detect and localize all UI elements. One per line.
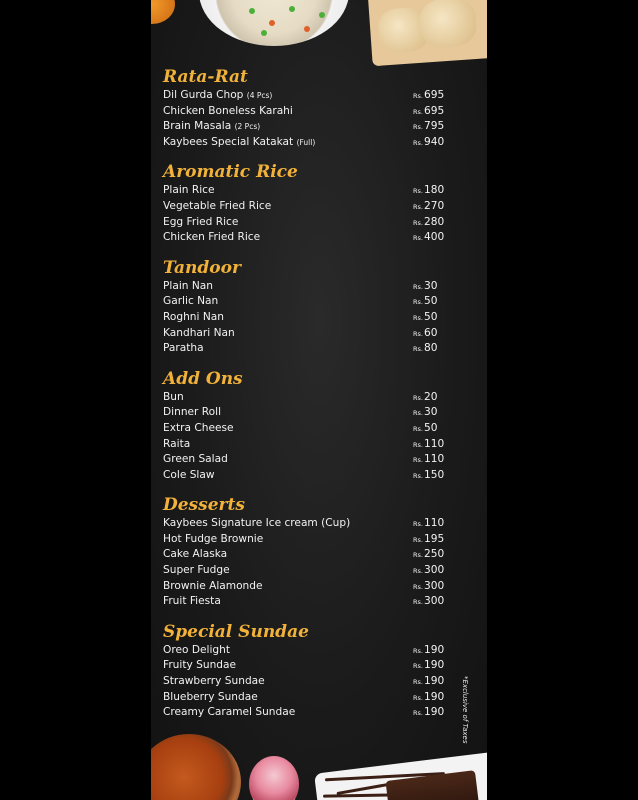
menu-item (163, 215, 463, 231)
item-name (163, 88, 272, 104)
item-price (413, 104, 463, 121)
item-name-text: Chicken Fried Rice (163, 231, 261, 244)
price-value: 190 (423, 643, 445, 656)
price-value: 270 (423, 199, 445, 212)
currency-label: Rs. (413, 107, 423, 116)
item-price (413, 705, 463, 722)
menu-item (163, 658, 463, 674)
item-name (163, 310, 224, 326)
item-name-text: Plain Rice (163, 184, 215, 197)
item-name-text: Dil Gurda Chop (163, 89, 244, 101)
menu-item (163, 452, 463, 468)
currency-label: Rs. (413, 471, 423, 480)
taxes-note: *Exclusive of Taxes (461, 676, 469, 744)
item-name-text: Kandhari Nan (163, 326, 235, 339)
item-name (163, 468, 215, 484)
item-price (413, 119, 463, 136)
item-price (413, 532, 463, 549)
item-name (163, 658, 236, 674)
item-name (163, 516, 350, 532)
currency-label: Rs. (413, 440, 423, 449)
currency-label: Rs. (413, 582, 423, 591)
item-price (413, 183, 463, 200)
menu-section (163, 161, 463, 245)
currency-label: Rs. (413, 424, 423, 433)
price-value: 50 (423, 310, 438, 323)
price-value: 30 (423, 406, 438, 419)
item-name (163, 643, 230, 659)
menu-item (163, 326, 463, 342)
price-value: 300 (423, 564, 445, 577)
currency-label: Rs. (413, 520, 423, 529)
item-price (413, 643, 463, 660)
menu-list (163, 66, 463, 721)
price-value: 110 (423, 517, 445, 530)
item-price (413, 199, 463, 216)
currency-label: Rs. (413, 551, 423, 560)
item-price (413, 88, 463, 105)
item-price (413, 437, 463, 454)
currency-label: Rs. (413, 345, 423, 354)
item-name-text: Chicken Boneless Karahi (163, 104, 293, 117)
menu-item (163, 199, 463, 215)
item-name-text: Bun (163, 390, 184, 403)
item-name-text: Strawberry Sundae (163, 675, 265, 688)
menu-item (163, 88, 463, 104)
menu-item (163, 705, 463, 721)
menu-item (163, 421, 463, 437)
price-value: 190 (423, 706, 445, 719)
item-name (163, 452, 228, 468)
item-name (163, 405, 221, 421)
price-value: 50 (423, 295, 438, 308)
menu-section (163, 368, 463, 484)
price-value: 20 (423, 390, 438, 403)
cake-plate-image (314, 751, 487, 800)
menu-item (163, 674, 463, 690)
item-name (163, 104, 293, 120)
menu-section (163, 494, 463, 610)
item-price (413, 547, 463, 564)
section-title: Aromatic Rice (163, 162, 298, 183)
item-price (413, 421, 463, 438)
menu-section (163, 257, 463, 357)
item-name (163, 532, 263, 548)
section-title: Desserts (163, 495, 245, 516)
item-price (413, 658, 463, 675)
price-value: 60 (423, 326, 438, 339)
item-name-text: Cake Alaska (163, 548, 228, 561)
currency-label: Rs. (413, 456, 423, 465)
item-name-text: Extra Cheese (163, 421, 234, 434)
item-price (413, 230, 463, 247)
currency-label: Rs. (413, 598, 423, 607)
price-value: 110 (423, 437, 445, 450)
menu-item (163, 437, 463, 453)
item-price (413, 390, 463, 407)
section-title: Special Sundae (163, 621, 309, 642)
currency-label: Rs. (413, 138, 423, 147)
item-price (413, 405, 463, 422)
menu-item (163, 405, 463, 421)
price-value: 280 (423, 215, 445, 228)
price-value: 695 (423, 104, 445, 117)
item-price (413, 279, 463, 296)
curry-bowl-image (151, 734, 241, 800)
item-name (163, 690, 258, 706)
section-title: Add Ons (163, 368, 243, 389)
item-name-text: Fruit Fiesta (163, 595, 221, 608)
menu-panel (151, 0, 487, 800)
currency-label: Rs. (413, 313, 423, 322)
item-name (163, 421, 234, 437)
item-name (163, 547, 227, 563)
menu-item (163, 468, 463, 484)
currency-label: Rs. (413, 409, 423, 418)
currency-label: Rs. (413, 282, 423, 291)
currency-label: Rs. (413, 646, 423, 655)
price-value: 150 (423, 468, 445, 481)
currency-label: Rs. (413, 662, 423, 671)
item-name (163, 579, 263, 595)
menu-item (163, 643, 463, 659)
spice-bowl-image (151, 0, 175, 24)
item-price (413, 594, 463, 611)
currency-label: Rs. (413, 567, 423, 576)
item-name-text: Garlic Nan (163, 295, 219, 308)
menu-item (163, 594, 463, 610)
menu-section (163, 66, 463, 150)
price-value: 695 (423, 89, 445, 101)
item-name-text: Hot Fudge Brownie (163, 532, 264, 545)
menu-item (163, 230, 463, 246)
item-name-text: Oreo Delight (163, 643, 230, 656)
naan-board-image (368, 0, 487, 66)
menu-item (163, 294, 463, 310)
fried-rice-plate-image (199, 0, 349, 46)
price-value: 180 (423, 184, 445, 197)
item-name-text: Plain Nan (163, 279, 213, 292)
menu-item (163, 547, 463, 563)
item-note: (2 Pcs) (234, 122, 261, 132)
price-value: 190 (423, 690, 445, 703)
menu-section (163, 621, 463, 721)
currency-label: Rs. (413, 298, 423, 307)
menu-item (163, 341, 463, 357)
item-name-text: Roghni Nan (163, 310, 224, 323)
item-name-text: Fruity Sundae (163, 659, 237, 672)
item-name-text: Raita (163, 437, 191, 450)
item-name (163, 563, 230, 579)
item-price (413, 341, 463, 358)
item-note: (Full) (296, 137, 316, 147)
section-title: Rata-Rat (163, 67, 248, 87)
currency-label: Rs. (413, 693, 423, 702)
price-value: 795 (423, 120, 445, 133)
price-value: 250 (423, 548, 445, 561)
item-price (413, 563, 463, 580)
currency-label: Rs. (413, 393, 423, 402)
item-price (413, 135, 463, 152)
price-value: 300 (423, 579, 445, 592)
price-value: 190 (423, 659, 445, 672)
item-name (163, 279, 213, 295)
item-name (163, 230, 260, 246)
menu-item (163, 135, 463, 151)
price-value: 300 (423, 595, 445, 608)
section-title: Tandoor (163, 257, 241, 278)
item-name (163, 215, 238, 231)
item-price (413, 579, 463, 596)
menu-item (163, 579, 463, 595)
currency-label: Rs. (413, 92, 423, 100)
price-value: 110 (423, 453, 445, 466)
item-name-text: Cole Slaw (163, 468, 215, 481)
item-name (163, 594, 221, 610)
item-name-text: Brain Masala (163, 120, 232, 133)
item-name (163, 390, 184, 406)
item-price (413, 294, 463, 311)
item-note: (4 Pcs) (246, 91, 273, 100)
item-name-text: Blueberry Sundae (163, 690, 258, 703)
item-name (163, 326, 235, 342)
item-name (163, 294, 218, 310)
price-value: 190 (423, 675, 445, 688)
item-name-text: Vegetable Fried Rice (163, 199, 272, 212)
item-name (163, 119, 260, 135)
currency-label: Rs. (413, 535, 423, 544)
item-price (413, 468, 463, 485)
currency-label: Rs. (413, 187, 423, 196)
price-value: 80 (423, 342, 438, 355)
price-value: 30 (423, 279, 438, 292)
item-name (163, 674, 265, 690)
currency-label: Rs. (413, 234, 423, 243)
item-price (413, 516, 463, 533)
item-name-text: Kaybees Signature Ice cream (Cup) (163, 517, 351, 530)
item-name (163, 705, 295, 721)
item-name (163, 183, 215, 199)
item-name (163, 437, 190, 453)
item-name-text: Green Salad (163, 453, 228, 466)
currency-label: Rs. (413, 202, 423, 211)
item-price (413, 310, 463, 327)
menu-item (163, 532, 463, 548)
currency-label: Rs. (413, 123, 423, 132)
item-price (413, 690, 463, 707)
currency-label: Rs. (413, 678, 423, 687)
menu-item (163, 279, 463, 295)
item-price (413, 215, 463, 232)
price-value: 400 (423, 231, 445, 244)
menu-item (163, 563, 463, 579)
menu-item (163, 690, 463, 706)
item-name (163, 199, 271, 215)
menu-item (163, 183, 463, 199)
menu-item (163, 516, 463, 532)
item-price (413, 674, 463, 691)
item-name (163, 135, 315, 151)
menu-item (163, 104, 463, 120)
currency-label: Rs. (413, 218, 423, 227)
item-name-text: Kaybees Special Katakat (163, 135, 294, 148)
price-value: 195 (423, 532, 445, 545)
menu-item (163, 119, 463, 135)
item-name-text: Creamy Caramel Sundae (163, 706, 296, 719)
sundae-glass-image (249, 756, 299, 800)
price-value: 940 (423, 135, 445, 148)
item-price (413, 326, 463, 343)
price-value: 50 (423, 421, 438, 434)
menu-item (163, 310, 463, 326)
item-name-text: Brownie Alamonde (163, 579, 263, 592)
item-name-text: Dinner Roll (163, 406, 222, 419)
item-name-text: Super Fudge (163, 564, 230, 577)
currency-label: Rs. (413, 709, 423, 718)
item-price (413, 452, 463, 469)
item-name (163, 341, 204, 357)
menu-item (163, 390, 463, 406)
currency-label: Rs. (413, 329, 423, 338)
item-name-text: Paratha (163, 342, 204, 355)
item-name-text: Egg Fried Rice (163, 215, 239, 228)
